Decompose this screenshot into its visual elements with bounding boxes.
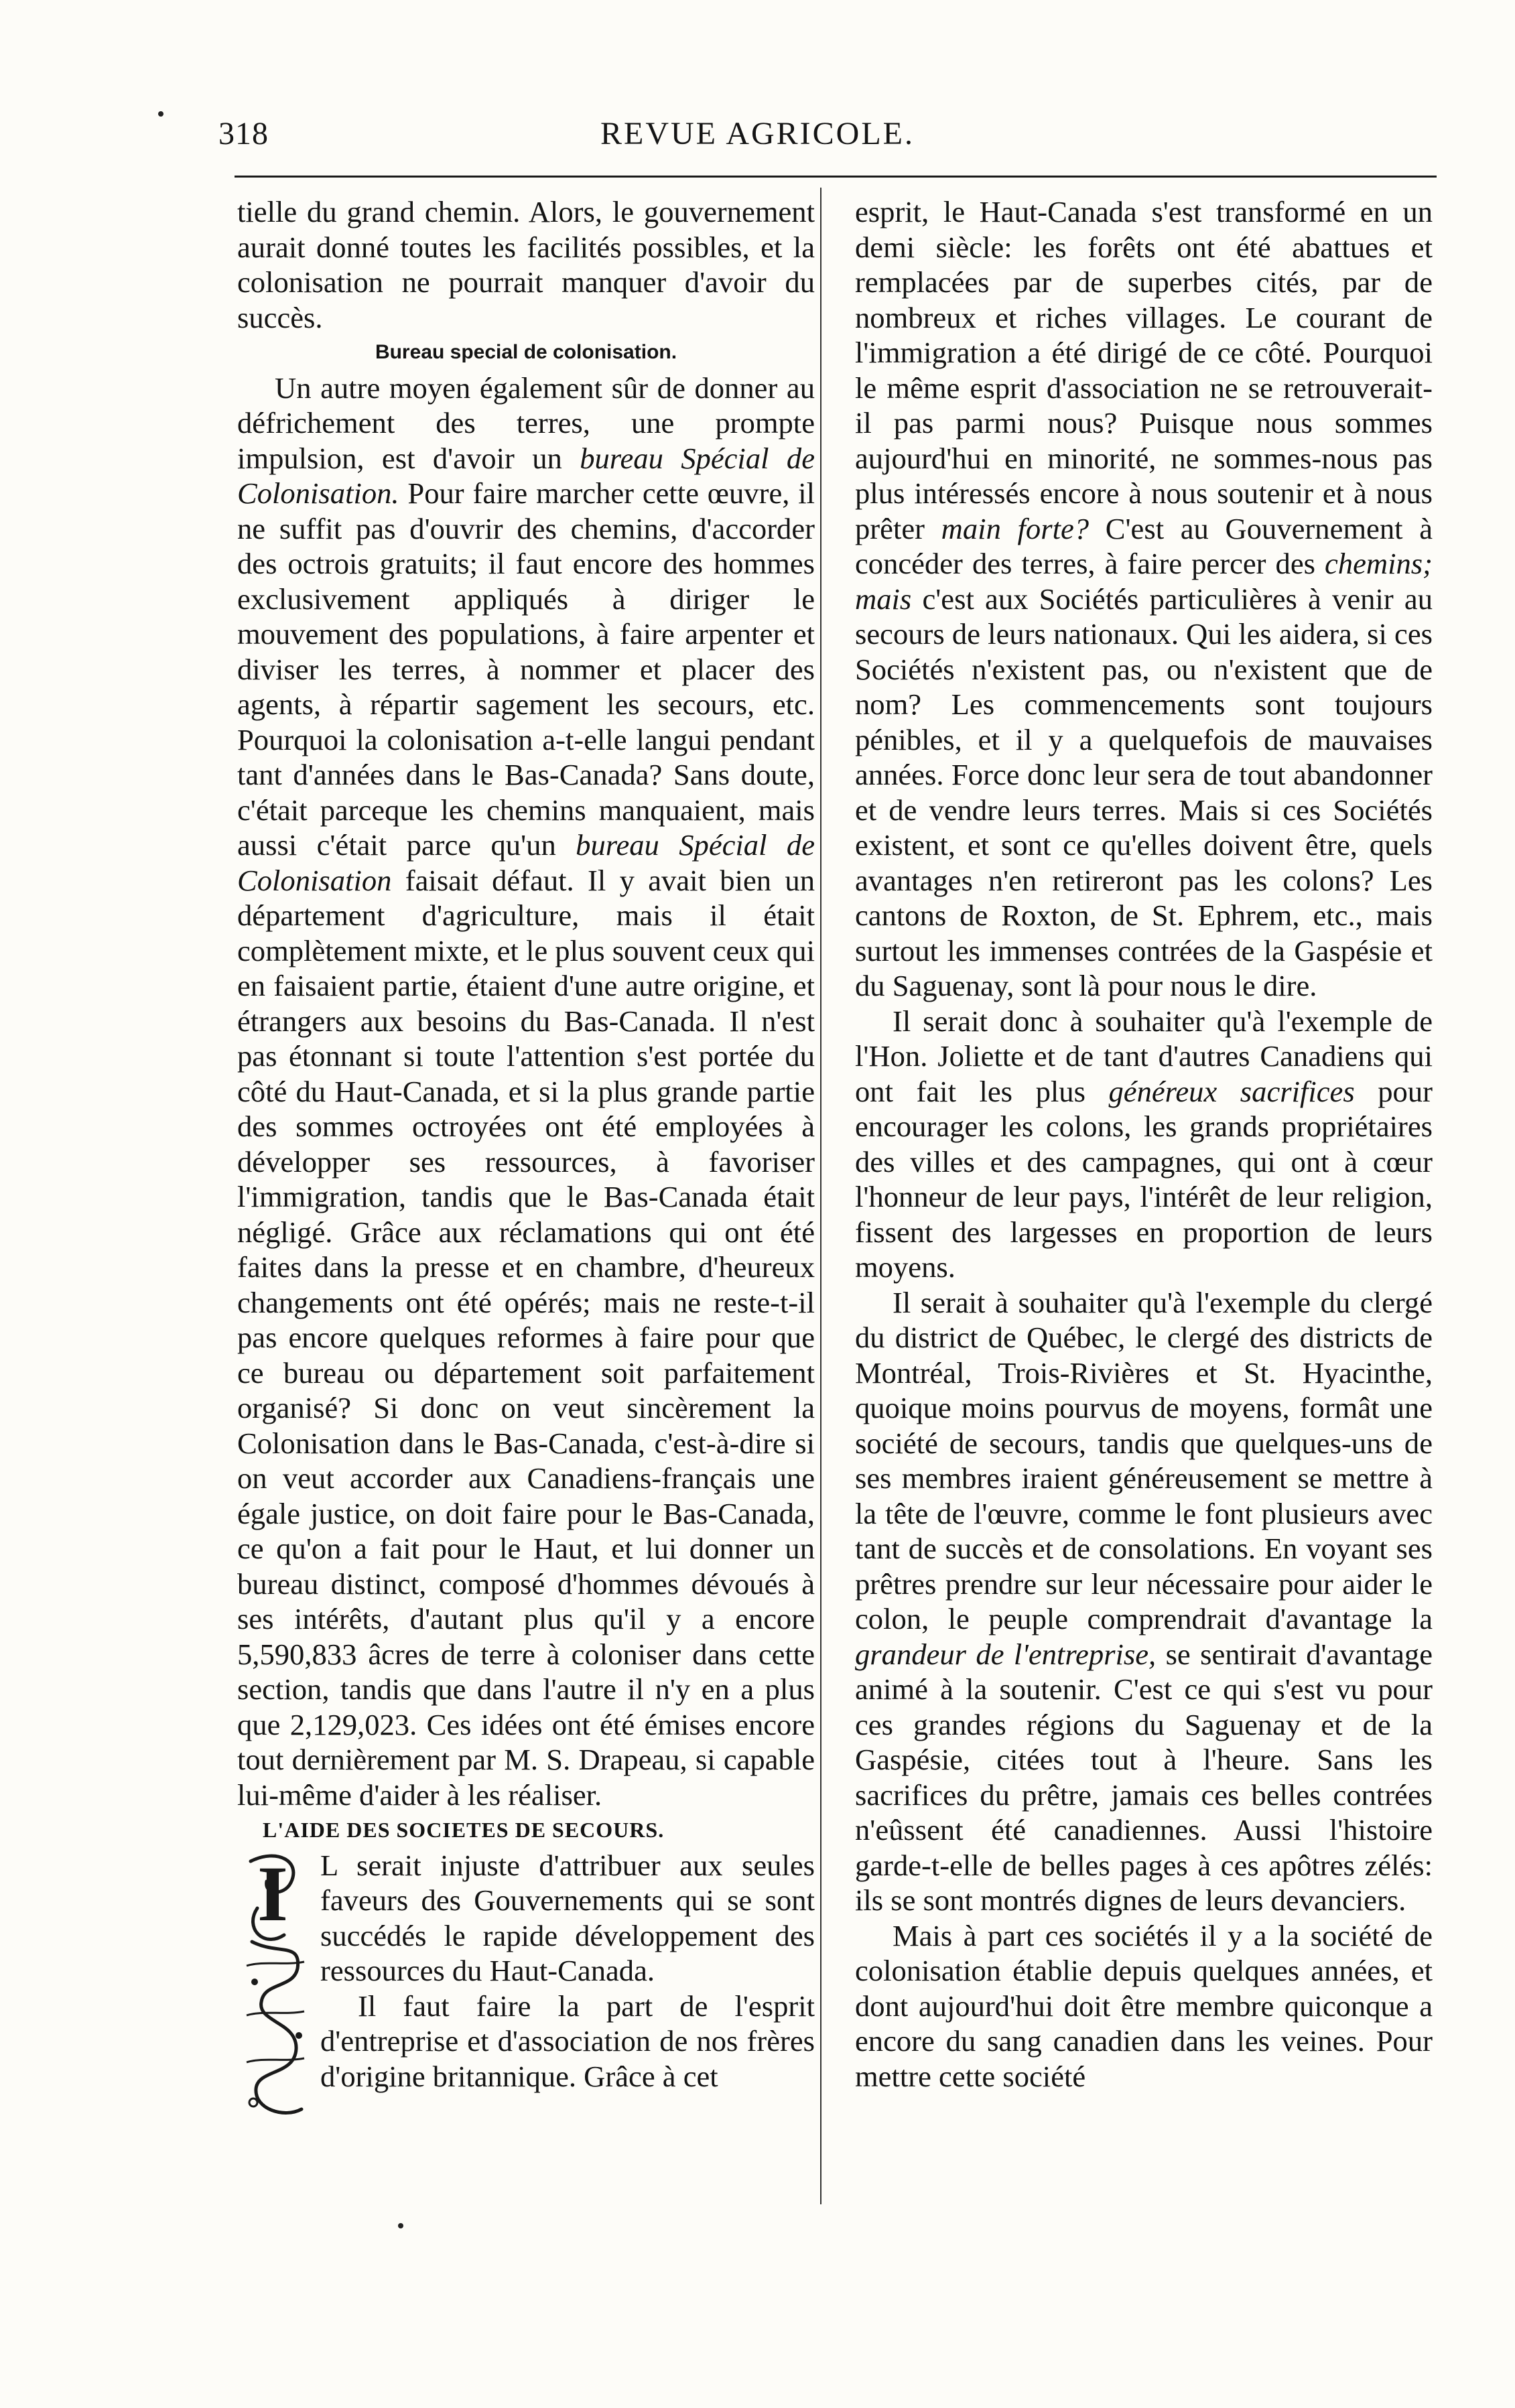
margin-mark: [398, 2223, 403, 2228]
paragraph: L serait injuste d'attribuer aux seules faveurs des Gouvernements qui se sont succédés le rapide développement des ressources du Haut-Canada.: [320, 1848, 815, 1987]
section-heading: Bureau special de colonisation.: [375, 341, 677, 363]
paragraph: esprit, le Haut-Canada s'est transformé en un demi siècle: les forêts ont été abattues et remplacées par de superbes cités, par de nombreux et riches villages. Le courant de l'immigration a été dirigé de ce côté. Pourquoi le même esprit d'association ne se retrouverait-il pas parmi nous? Puisque nous sommes aujourd'hui en minorité, ne sommes-nous pas plus intéressés encore à nous soutenir et à nous prêter main forte? C'est au Gouvernement à concéder des terres, à faire percer des chemins; mais c'est aux Sociétés particulières à venir au secours de leurs nationaux. Qui les aidera, si ces Sociétés n'existent pas, ou n'existent que de nom? Les commencements sont toujours pénibles, et il y a quelquefois de mauvaises années. Force donc leur sera de tout abandonner et de vendre leurs terres. Mais si ces Sociétés existent, et sont ce qu'elles doivent être, quels avantages n'en retireront pas les colons? Les cantons de Roxton, de St. Ephrem, etc., mais surtout les immenses contrées de la Gaspésie et du Saguenay, sont là pour nous le dire.: [855, 195, 1433, 1002]
ornamental-dropcap: [237, 1848, 314, 2129]
left-column: [237, 194, 815, 2129]
paragraph: Il serait donc à souhaiter qu'à l'exemple de l'Hon. Joliette et de tant d'autres Canadiens qui ont fait les plus généreux sacrifices pour encourager les colons, les grands propriétaires des villes et des campagnes, qui ont à cœur l'honneur de leur pays, l'intérêt de leur religion, fissent des largesses en proportion de leurs moyens.: [855, 1004, 1433, 1284]
header-rule: [235, 176, 1437, 178]
right-column: [855, 194, 1433, 2094]
dropcap-paragraph-block: [237, 1848, 815, 2094]
svg-text:I: I: [257, 1849, 288, 1938]
page-number: 318: [218, 116, 269, 151]
paragraph: Il faut faire la part de l'esprit d'entreprise et d'association de nos frères d'origine britannique. Grâce à cet: [320, 1989, 815, 2093]
margin-mark: [158, 111, 163, 117]
ornamental-dropcap-image: [237, 1848, 314, 2129]
paragraph: tielle du grand chemin. Alors, le gouvernement aurait donné toutes les facilités possibles, et la colonisation ne pourrait manquer d'avoir du succès.: [237, 195, 815, 334]
running-title: REVUE AGRICOLE.: [600, 116, 915, 151]
paragraph: Mais à part ces sociétés il y a la société de colonisation établie depuis quelques années, et dont aujourd'hui doit être membre quiconque a encore du sang canadien dans les veines. Pour mettre cette société: [855, 1918, 1433, 2093]
paragraph: Un autre moyen également sûr de donner au défrichement des terres, une prompte impulsion, est d'avoir un bureau Spécial de Colonisation. Pour faire marcher cette œuvre, il ne suffit pas d'ouvrir des chemins, d'accorder des octrois gratuits; il faut encore des hommes exclusivement appliqués à diriger le mouvement des populations, à faire arpenter et diviser les terres, à nommer et placer des agents, à répartir sagement les secours, etc. Pourquoi la colonisation a-t-elle langui pendant tant d'années dans le Bas-Canada? Sans doute, c'était parceque les chemins manquaient, mais aussi c'était parce qu'un bureau Spécial de Colonisation faisait défaut. Il y avait bien un département d'agriculture, mais il était complètement mixte, et le plus souvent ceux qui en faisaient partie, étaient d'une autre origine, et étrangers aux besoins du Bas-Canada. Il n'est pas étonnant si toute l'attention s'est portée du côté du Haut-Canada, et si la plus grande partie des sommes octroyées ont été employées à développer ses ressources, à favoriser l'immigration, tandis que le Bas-Canada était négligé. Grâce aux réclamations qui ont été faites dans la presse et en chambre, d'heureux changements ont été opérés; mais ne reste-t-il pas encore quelques reformes à faire pour que ce bureau ou département soit parfaitement organisé? Si donc on veut sincèrement la Colonisation dans le Bas-Canada, c'est-à-dire si on veut accorder aux Canadiens-français une égale justice, on doit faire pour le Bas-Canada, ce qu'on a fait pour le Haut, et lui donner un bureau distinct, composé d'hommes dévoués à ses intérêts, d'autant plus qu'il y a encore 5,590,833 âcres de terre à coloniser dans cette section, tandis que dans l'autre il n'y en a plus que 2,129,023. Ces idées ont été émises encore tout dernièrement par M. S. Drapeau, si capable lui-même d'aider à les réaliser.: [237, 371, 815, 1812]
section-heading: L'AIDE DES SOCIETES DE SECOURS.: [263, 1818, 665, 1842]
paragraph: Il serait à souhaiter qu'à l'exemple du clergé du district de Québec, le clergé des districts de Montréal, Trois-Rivières et St. Hyacinthe, quoique moins pourvus de moyens, formât une société de secours, tandis que quelques-uns de ses membres iraient généreusement se mettre à la tête de l'œuvre, comme le font plusieurs avec tant de succès et de consolations. En voyant ses prêtres prendre sur leur nécessaire pour aider le colon, le peuple comprendrait d'avantage la grandeur de l'entreprise, se sentirait d'avantage animé à la soutenir. C'est ce qui s'est vu pour ces grandes régions du Saguenay et de la Gaspésie, citées tout à l'heure. Sans les sacrifices du prêtre, jamais ces belles contrées n'eûssent été canadiennes. Aussi l'histoire garde-t-elle de belles pages à ces apôtres zélés: ils se sont montrés dignes de leurs devanciers.: [855, 1285, 1433, 1917]
column-divider: [820, 188, 821, 2204]
